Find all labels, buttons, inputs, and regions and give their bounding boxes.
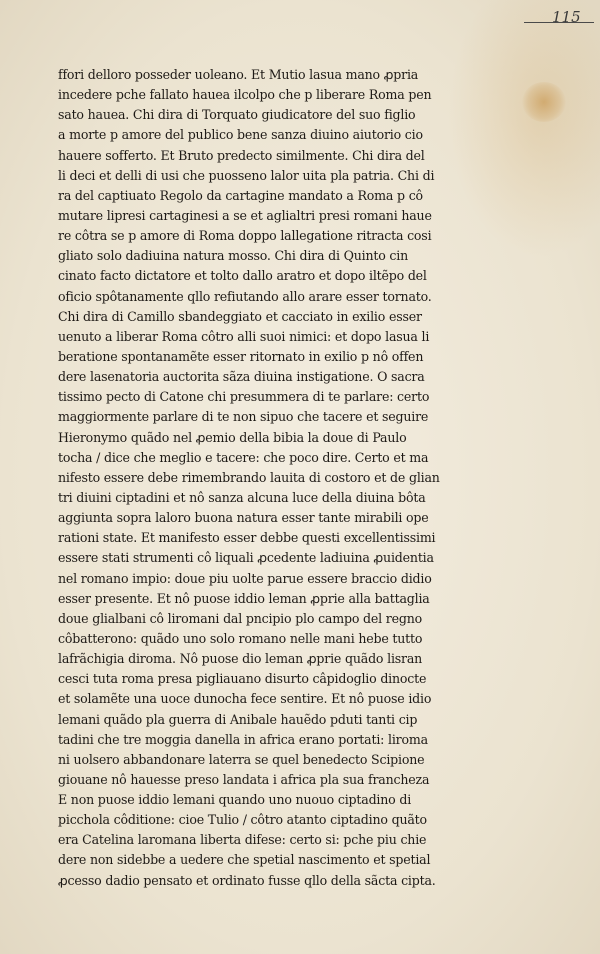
text-line: giouane nô hauesse preso landata i africa pla sua francheza — [58, 771, 430, 787]
text-line: essere stati strumenti cô liquali ꝓcedente ladiuina ꝓuidentia — [58, 550, 434, 566]
folio-number-text: 115 — [552, 8, 581, 26]
text-line: ni uolsero abbandonare laterra se quel benedecto Scipione — [58, 751, 425, 767]
text-line: dere non sidebbe a uedere che spetial nascimento et spetial — [58, 852, 431, 868]
text-line: et solamẽte una uoce dunocha fece sentire. Et nô puose idio — [58, 691, 432, 707]
text-line: nel romano impio: doue piu uolte parue essere braccio didio — [58, 570, 432, 586]
text-line: rationi state. Et manifesto esser debbe questi excellentissimi — [58, 530, 436, 546]
text-line: hauere sofferto. Et Bruto predecto similmente. Chi dira del — [58, 147, 425, 163]
text-line: ffori delloro posseder uoleano. Et Mutio lasua mano ꝓpria — [58, 67, 419, 82]
text-line: picchola côditione: cioe Tulio / côtro atanto ciptadino quãto — [58, 812, 427, 828]
text-line: mutare lipresi cartaginesi a se et aglialtri presi romani haue — [58, 207, 432, 223]
text-line: tissimo pecto di Catone chi presummera di te parlare: certo — [58, 389, 430, 405]
text-line: a morte p amore del publico bene sanza diuino aiutorio cio — [58, 127, 423, 143]
text-line: li deci et delli di usi che puosseno lalor uita pla patria. Chi di — [58, 167, 435, 183]
text-line: Chi dira di Camillo sbandeggiato et cacciato in exilio esser — [58, 308, 422, 324]
text-line: aggiunta sopra laloro buona natura esser tante mirabili ope — [58, 510, 429, 526]
text-line: tadini che tre moggia danella in africa erano portati: liroma — [58, 731, 428, 747]
text-line: re côtra se p amore di Roma doppo lallegatione ritracta cosi — [58, 228, 432, 244]
text-line: esser presente. Et nô puose iddio leman ꝓprie alla battaglia — [58, 590, 430, 606]
text-line: sato hauea. Chi dira di Torquato giudicatore del suo figlio — [58, 107, 416, 123]
text-line: incedere pche fallato hauea ilcolpo che p liberare Roma pen — [58, 87, 432, 103]
text-line: era Catelina laromana liberta difese: certo si: pche piu chie — [58, 832, 427, 848]
paper-stain — [522, 82, 566, 122]
text-line: ꝓcesso dadio pensato et ordinato fusse qllo della sãcta cipta. — [58, 872, 436, 888]
folio-number — [524, 8, 594, 32]
text-line: gliato solo dadiuina natura mosso. Chi dira di Quinto cin — [58, 248, 408, 264]
text-line: E non puose iddio lemani quando uno nuouo ciptadino di — [58, 792, 412, 808]
text-line: cinato facto dictatore et tolto dallo aratro et dopo iltẽpo del — [58, 268, 427, 284]
text-line: maggiormente parlare di te non sipuo che tacere et seguire — [58, 409, 429, 425]
text-line: tri diuini ciptadini et nô sanza alcuna luce della diuina bôta — [58, 489, 426, 505]
text-line: doue glialbani cô liromani dal pncipio plo campo del regno — [58, 610, 422, 626]
text-line: dere lasenatoria auctorita sãza diuina instigatione. O sacra — [58, 369, 425, 385]
text-line: Hieronymo quãdo nel ꝓemio della bibia la doue di Paulo — [58, 429, 407, 445]
text-line: oficio spôtanamente qllo refiutando allo arare esser tornato. — [58, 288, 432, 304]
text-line: ra del captiuato Regolo da cartagine mandato a Roma p cô — [58, 187, 423, 203]
text-line: uenuto a liberar Roma côtro alli suoi nimici: et dopo lasua li — [58, 328, 430, 344]
text-line: nifesto essere debe rimembrando lauita di costoro et de glian — [58, 469, 440, 485]
text-line: lemani quãdo pla guerra di Anibale hauẽdo pduti tanti cip — [58, 711, 418, 727]
text-line: tocha / dice che meglio e tacere: che poco dire. Certo et ma — [58, 449, 429, 465]
text-line: beratione spontanamẽte esser ritornato in exilio p nô offen — [58, 348, 424, 364]
text-line: cesci tuta roma presa pigliauano disurto câpidoglio dinocte — [58, 671, 427, 687]
text-line: lafrãchigia diroma. Nô puose dio leman ꝓprie quãdo lisran — [58, 651, 423, 667]
text-block — [58, 65, 472, 891]
text-line: côbatterono: quãdo uno solo romano nelle mani hebe tutto — [58, 630, 423, 646]
